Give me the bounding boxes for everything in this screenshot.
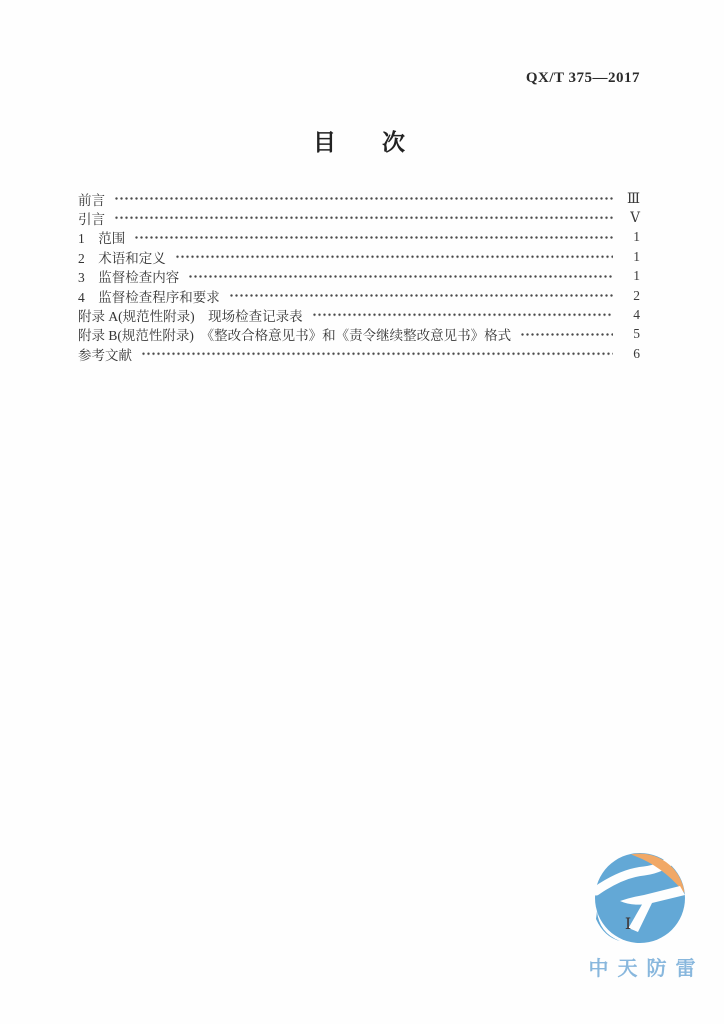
toc-entry-label: 附录 A(规范性附录) 现场检查记录表 bbox=[78, 309, 303, 325]
toc-entry-page: 1 bbox=[633, 268, 640, 284]
company-watermark bbox=[578, 851, 706, 981]
toc-entry-label: 附录 B(规范性附录) 《整改合格意见书》和《责令继续整改意见书》格式 bbox=[78, 328, 512, 344]
standard-code: QX/T 375—2017 bbox=[525, 70, 640, 86]
toc-list bbox=[78, 189, 640, 364]
toc-dot-leader bbox=[141, 344, 613, 363]
toc-dot-leader bbox=[229, 286, 613, 305]
toc-entry-label: 1 范围 bbox=[78, 231, 126, 247]
watermark-company-name: 中天防雷 bbox=[588, 958, 705, 980]
toc-dot-leader bbox=[134, 228, 613, 247]
toc-entry-page: 1 bbox=[633, 248, 640, 264]
toc-dot-leader bbox=[520, 325, 613, 344]
page-content bbox=[78, 0, 640, 364]
toc-entry-label: 2 术语和定义 bbox=[78, 250, 166, 266]
toc-entry-page: Ⅴ bbox=[630, 210, 640, 226]
toc-entry-page: 6 bbox=[633, 345, 640, 361]
toc-dot-leader bbox=[188, 267, 613, 286]
toc-entry-page: 4 bbox=[633, 307, 640, 323]
toc-entry bbox=[78, 228, 640, 247]
toc-entry-label: 前言 bbox=[78, 192, 105, 208]
toc-entry bbox=[78, 267, 640, 286]
toc-dot-leader bbox=[114, 208, 613, 227]
toc-entry-page: 5 bbox=[633, 326, 640, 342]
toc-entry-page: 1 bbox=[633, 229, 640, 245]
toc-entry-page: 2 bbox=[633, 287, 640, 303]
toc-entry bbox=[78, 325, 640, 344]
toc-entry-label: 参考文献 bbox=[78, 347, 132, 363]
toc-entry-label: 3 监督检查内容 bbox=[78, 270, 180, 286]
toc-dot-leader bbox=[175, 247, 613, 266]
toc-entry bbox=[78, 286, 640, 305]
lightning-logo-icon bbox=[592, 851, 692, 947]
toc-entry-page: Ⅲ bbox=[626, 190, 640, 206]
toc-entry bbox=[78, 344, 640, 363]
toc-entry bbox=[78, 305, 640, 324]
toc-entry bbox=[78, 208, 640, 227]
toc-entry-label: 引言 bbox=[78, 212, 105, 228]
toc-entry bbox=[78, 247, 640, 266]
page-number-roman: Ⅰ bbox=[624, 916, 632, 933]
toc-title: 目 次 bbox=[313, 130, 405, 155]
toc-entry-label: 4 监督检查程序和要求 bbox=[78, 289, 220, 305]
toc-dot-leader bbox=[114, 189, 613, 208]
toc-dot-leader bbox=[312, 305, 613, 324]
toc-entry bbox=[78, 189, 640, 208]
